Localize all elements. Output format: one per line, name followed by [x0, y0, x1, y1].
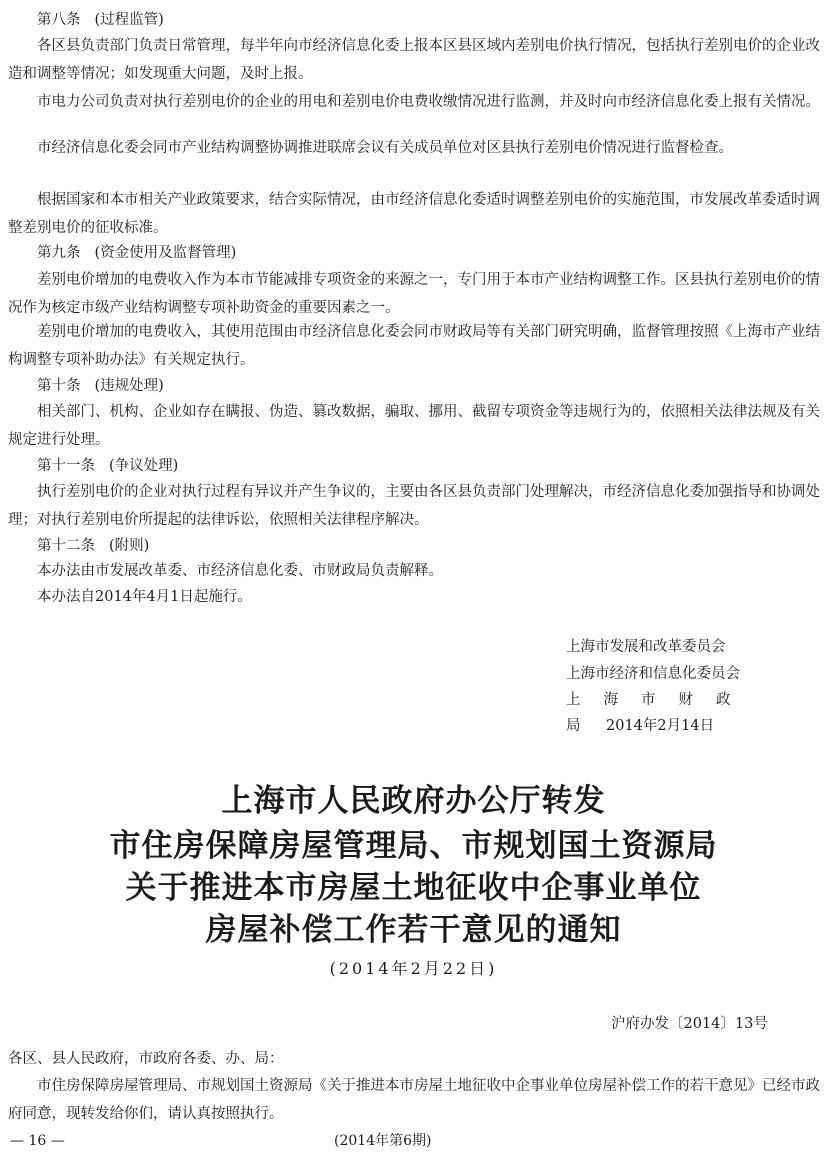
article-10-paragraph-1: 相关部门、机构、企业如存在瞒报、伪造、篡改数据，骗取、挪用、截留专项资金等违规行为的，依照相关法律法规及有关规定进行处理。	[8, 404, 820, 448]
article-12-paragraph-1: 本办法由市发展改革委、市经济信息化委、市财政局负责解释。	[37, 563, 443, 579]
article-8-paragraph-3: 市经济信息化委会同市产业结构调整协调推进联席会议有关成员单位对区县执行差别电价情况进行监督检查。	[37, 140, 733, 156]
article-8-heading	[37, 10, 164, 30]
signature-org-2: 上海市经济和信息化委员会	[566, 666, 740, 682]
notice-title-line-2: 市住房保障房屋管理局、市规划国土资源局	[109, 828, 718, 864]
article-10-heading	[37, 376, 164, 396]
signature-org-1: 上海市发展和改革委员会	[566, 639, 726, 655]
issue-label: (2014年第6期)	[334, 1133, 432, 1149]
article-11-heading	[37, 456, 178, 476]
article-number: 第十二条	[37, 538, 95, 554]
document-number: 沪府办发〔2014〕13号	[611, 1016, 768, 1032]
article-number: 第十条	[37, 378, 81, 394]
article-subject: (争议处理)	[109, 458, 179, 474]
notice-title-line-4: 房屋补偿工作若干意见的通知	[205, 912, 622, 948]
article-8-paragraph-4: 根据国家和本市相关产业政策要求，结合实际情况，由市经济信息化委适时调整差别电价的实施范围，市发展改革委适时调整差别电价的征收标准。	[8, 192, 820, 236]
signature-org-3: 上海市财政局	[566, 692, 754, 734]
article-number: 第八条	[37, 12, 81, 28]
article-subject: (资金使用及监督管理)	[94, 245, 237, 261]
article-12-paragraph-2: 本办法自2014年4月1日起施行。	[37, 589, 252, 605]
article-number: 第九条	[37, 245, 81, 261]
article-8-paragraph-1: 各区县负责部门负责日常管理，每半年向市经济信息化委上报本区县区域内差别电价执行情况，包括执行差别电价的企业改造和调整等情况；如发现重大问题，及时上报。	[8, 38, 820, 82]
notice-title-line-3: 关于推进本市房屋土地征收中企事业单位	[125, 870, 702, 906]
notice-body: 市住房保障房屋管理局、市规划国土资源局《关于推进本市房屋土地征收中企事业单位房屋补偿工作的若干意见》已经市政府同意，现转发给你们，请认真按照执行。	[8, 1078, 820, 1122]
article-8-paragraph-2: 市电力公司负责对执行差别电价的企业的用电和差别电价电费收缴情况进行监测，并及时向市经济信息化委上报有关情况。	[37, 94, 820, 110]
article-11-paragraph-1: 执行差别电价的企业对执行过程有异议并产生争议的，主要由各区县负责部门处理解决，市经济信息化委加强指导和协调处理；对执行差别电价所提起的法律诉讼，依照相关法律程序解决。	[8, 484, 820, 528]
article-subject: (附则)	[109, 538, 150, 554]
signature-date: 2014年2月14日	[606, 718, 715, 734]
article-subject: (违规处理)	[94, 378, 164, 394]
article-subject: (过程监管)	[94, 12, 164, 28]
page-number: — 16 —	[10, 1133, 65, 1149]
article-number: 第十一条	[37, 458, 95, 474]
article-9-paragraph-1: 差别电价增加的电费收入作为本市节能减排专项资金的来源之一，专门用于本市产业结构调整工作。区县执行差别电价的情况作为核定市级产业结构调整专项补助资金的重要因素之一。	[8, 272, 820, 316]
article-12-heading	[37, 536, 149, 556]
salutation: 各区、县人民政府，市政府各委、办、局：	[8, 1051, 284, 1067]
notice-date: (2014年2月22日)	[329, 959, 498, 978]
article-9-heading	[37, 243, 236, 263]
article-9-paragraph-2: 差别电价增加的电费收入，其使用范围由市经济信息化委会同市财政局等有关部门研究明确，监督管理按照《上海市产业结构调整专项补助办法》有关规定执行。	[8, 324, 820, 368]
notice-title-line-1: 上海市人民政府办公厅转发	[221, 783, 606, 819]
